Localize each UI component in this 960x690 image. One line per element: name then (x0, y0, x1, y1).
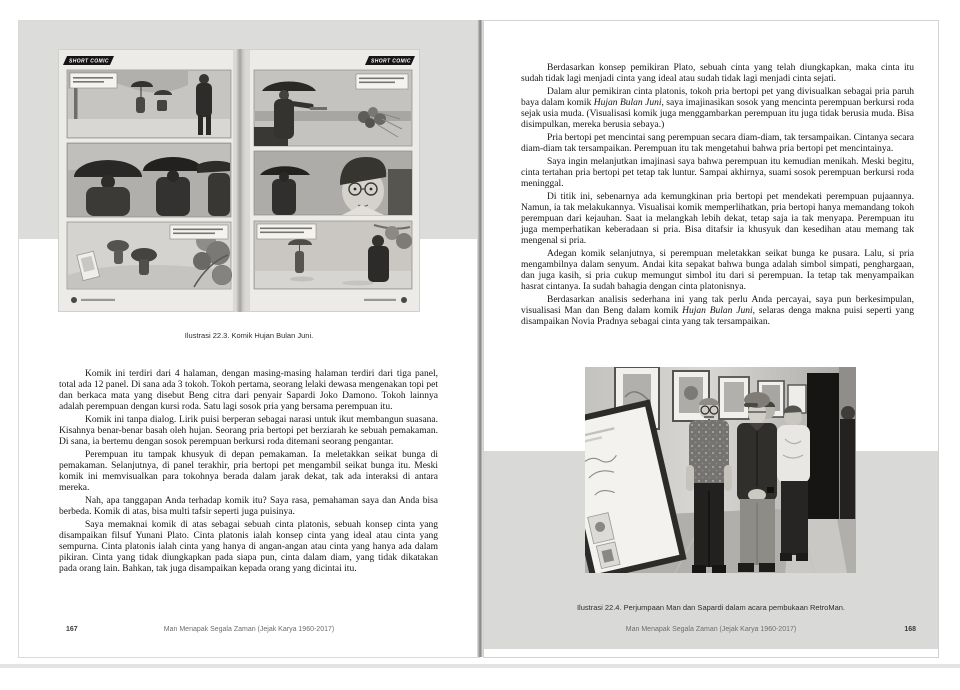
comic-panel-3 (67, 222, 232, 289)
paragraph: Saya ingin melanjutkan imajinasi saya bahwa perempuan itu kemudian menikah. Meski begitu, cinta tertahan pria bertopi pet tetap tak luntur. Sampai akhirnya, suami sosok perempuan berkursi roda meninggal. (521, 157, 914, 189)
comic-caption-box (257, 224, 316, 239)
paragraph: Berdasarkan konsep pemikiran Plato, sebuah cinta yang telah diungkapkan, maka cinta itu sudah tidak lagi menjadi cinta yang ideal atau sudah tidak lagi menjadi cinta sejati. (521, 63, 914, 84)
left-page-text (59, 369, 438, 577)
page-right (483, 20, 939, 658)
comic-panel-5 (254, 151, 412, 215)
dark-doorway (807, 373, 841, 519)
paragraph: Di titik ini, sebenarnya ada kemungkinan pria bertopi pet mendekati perempuan pujaannya. Namun, ia tak melakukannya. Visualisai komik memperlihatkan, pria bertopi hanya memandang tokoh perempuan dari kejauhan. Saat ia melangkah lebih dekat, tetap saja ia tak menyapa. Perempuan itu juga memperhatikan keberadaan si pria. Bisa ditafsir ia khusyuk dan kesedihan atau memang tak mengenal si pria. (521, 192, 914, 246)
comic-panel-6 (254, 221, 412, 289)
paragraph: Pria bertopi pet mencintai sang perempuan secara diam-diam, tak tersampaikan. Cintanya secara diam-diam tak tersampaikan. Perempuan itu tak mengetahui bahwa pria bertopi pet mencintainya. (521, 133, 914, 154)
photo-illustration (585, 367, 856, 573)
background-figure-right (839, 367, 856, 519)
comic-caption-box (70, 73, 117, 88)
comic-panel-1 (67, 70, 231, 138)
comic-panel-4 (254, 70, 412, 146)
page-number-167: 167 (66, 626, 78, 633)
comic-illustration (58, 49, 420, 315)
paragraph: Berdasarkan analisis sederhana ini yang tak perlu Anda percayai, saya pun berkesimpulan, visualisasi Man dan Beng dalam komik Hujan Bulan Juni, selaras denga makna puisi seperti yang disampaikan Novia Pradnya sebagai cinta yang tak tersampaikan. (521, 295, 914, 327)
running-footer-title-right: Man Menapak Segala Zaman (Jejak Karya 1960-2017) (625, 626, 797, 633)
comic-caption-text: Ilustrasi 22.3. Komik Hujan Bulan Juni. (184, 331, 314, 340)
comic-caption-box (170, 225, 228, 239)
short-comic-label-left: SHORT COMIC (69, 58, 109, 65)
paragraph: Komik ini tanpa dialog. Lirik puisi berperan sebagai narasi untuk ikut membangun suasana. Kisahnya benar-benar basah oleh hujan. Seorang pria bertopi pet berziarah ke sebuah pemakaman. Di sana, ia bertemu dengan sosok perempuan berkursi roda ditemani seorang pengantar. (59, 415, 438, 447)
man-in-white-tshirt (777, 405, 810, 561)
paragraph: Dalam alur pemikiran cinta platonis, tokoh pria bertopi pet yang divisualkan sebagai pria paruh baya dalam komik Hujan Bulan Juni, saya imajinasikan sosok yang mencinta perempuan berkursi roda sejak usia muda. (Visualisasi komik juga menggambarkan perempuan itu juga tidak berusia muda. Bisa disimpulkan, mereka berusia sebaya.) (521, 87, 914, 130)
running-footer-title-left: Man Menapak Segala Zaman (Jejak Karya 1960-2017) (163, 626, 335, 633)
left-page-footer (19, 626, 479, 640)
comic-page-right (245, 50, 420, 312)
short-comic-label-right: SHORT COMIC (371, 58, 411, 65)
paragraph: Komik ini terdiri dari 4 halaman, dengan masing-masing halaman terdiri dari tiga panel, total ada 12 panel. Di sana ada 3 tokoh. Tokoh pertama, seorang lelaki dewasa mengenakan topi pet dan berkaca mata yang disebut Beng citra dari penyair Sapardi Joko Damono. Tokoh lainnya adalah perempuan dengan kursi roda. Satu lagi sosok pria yang bersama perempuan itu. (59, 369, 438, 412)
comic-page-left (59, 50, 240, 312)
comic-spread-image (58, 49, 420, 315)
right-page-text (521, 63, 914, 330)
paragraph: Perempuan itu tampak khusyuk di depan pemakaman. Ia meletakkan seikat bunga di pemakaman. Selanjutnya, di panel terakhir, pria bertopi pet mengambil seikat bunga itu. Meski komik ini memvisualkan para tokohnya berada dalam jarak dekat, tak ada interaksi di antara mereka. (59, 450, 438, 493)
paragraph: Adegan komik selanjutnya, si perempuan meletakkan seikat bunga ke pusara. Lalu, si pria mengambilnya dalam senyum. Andai kita sepakat bahwa bunga adalah simbol simpati, penghargaan, dan juga kasih, si pria cukup memungut simbol itu dari si perempuan. Ia tetap tak menyampaikan hasrat cintanya. Ia sudah bahagia dengan cinta platonisnya. (521, 249, 914, 292)
scan-edge-shadow (0, 664, 960, 668)
photo-caption-text: Ilustrasi 22.4. Perjumpaan Man dan Sapardi dalam acara pembukaan RetroMan. (576, 603, 846, 612)
paragraph: Nah, apa tanggapan Anda terhadap komik itu? Saya rasa, pemahaman saya dan Anda bisa berbeda. Komik di atas, bisa multi tafsir seperti juga puisinya. (59, 496, 438, 517)
comic-caption-box (356, 74, 408, 89)
comic-gutter-shadow (235, 49, 245, 312)
gallery-photo (585, 367, 856, 573)
comic-panel-2 (67, 143, 231, 217)
page-number-168: 168 (904, 626, 916, 633)
paragraph: Saya memaknai komik di atas sebagai sebuah cinta platonis, sebuah konsep cinta yang disampaikan filsuf Yunani Plato. Cinta platonis ialah konsep cinta yang ideal atau cinta yang sempurna. Cinta platonis ialah cinta yang hanya di angan-angan atau cinta yang hanya ada dalam pikiran. Cinta yang tidak diungkapkan pada siapa pun, cinta dalam diam, yang tidak dikatakan pada orang lain. Bahkan, tak juga disampaikan kepada orang yang dicintai itu. (59, 520, 438, 574)
page-left (18, 20, 480, 658)
right-page-footer (484, 626, 938, 640)
